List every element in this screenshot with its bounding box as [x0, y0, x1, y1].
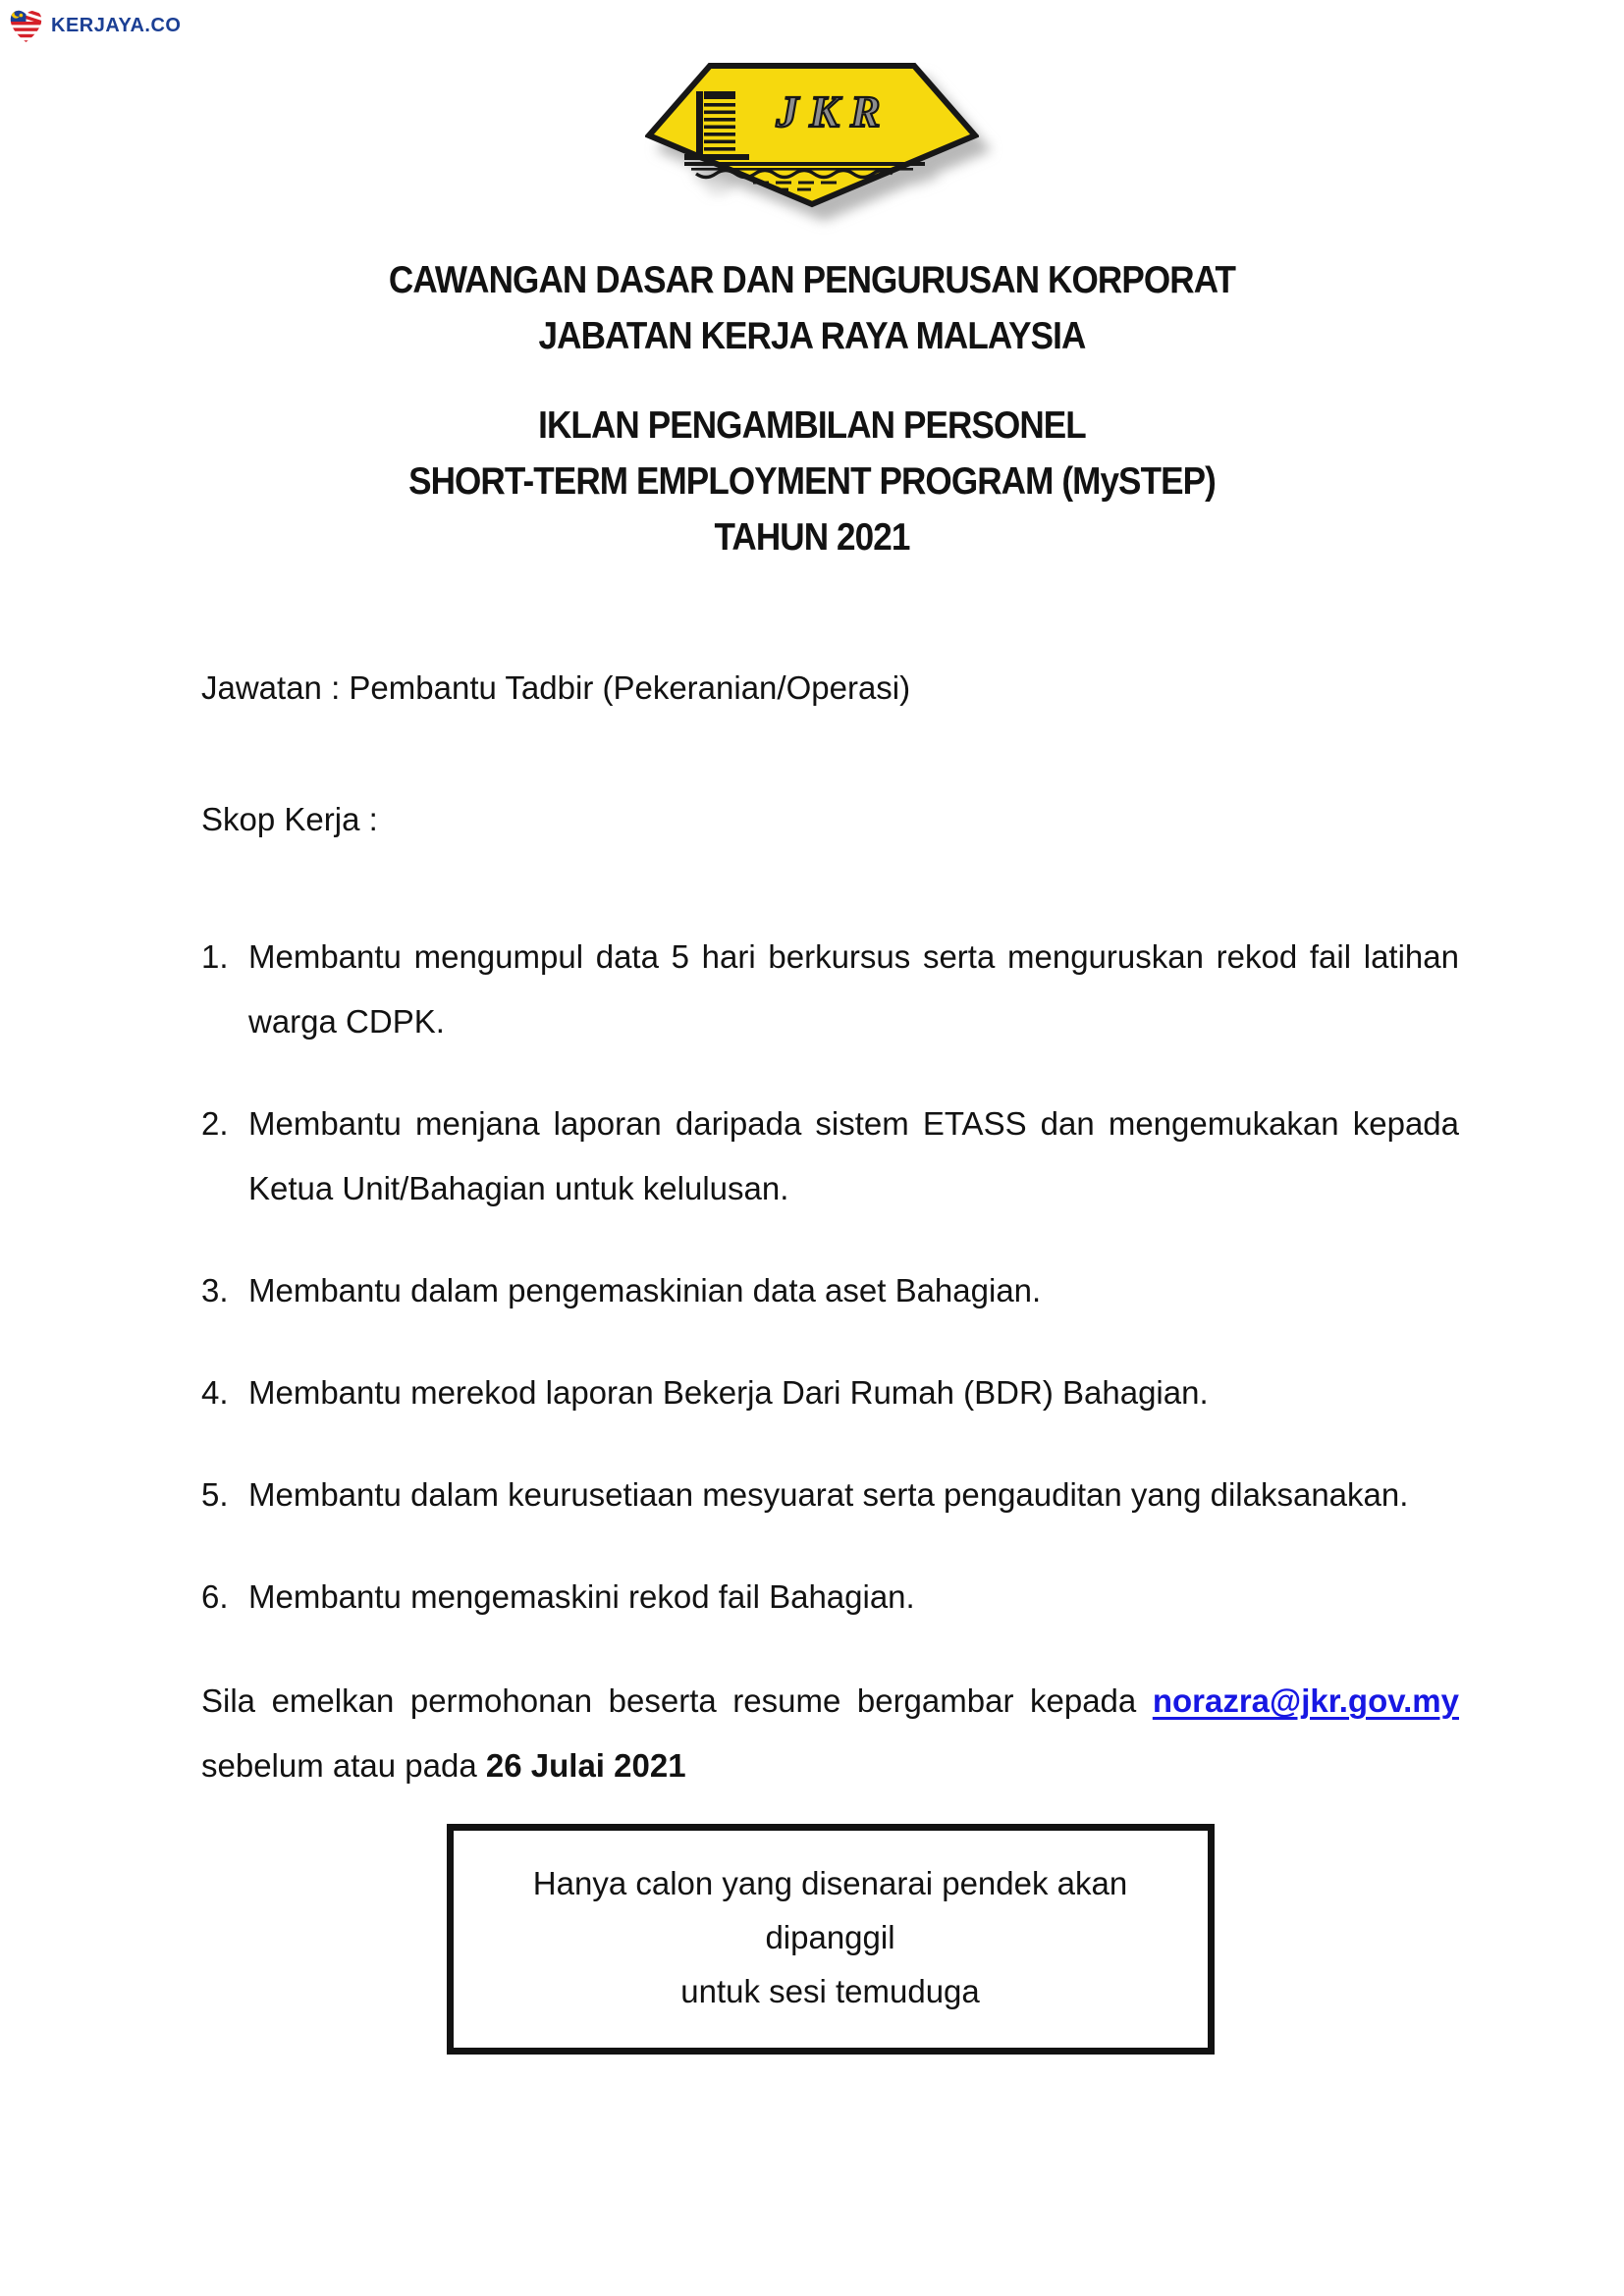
deadline-prefix-text: sebelum atau pada — [201, 1747, 477, 1784]
task-text: Membantu dalam keurusetiaan mesyuarat serta pengauditan yang dilaksanakan. — [248, 1476, 1409, 1513]
jawatan-label: Jawatan : — [201, 669, 341, 706]
notice-box — [447, 1824, 1215, 2055]
task-list — [201, 925, 1459, 1629]
ad-title-line-1: IKLAN PENGAMBILAN PERSONEL — [538, 404, 1086, 447]
application-email-link[interactable]: norazra@jkr.gov.my — [1152, 1682, 1459, 1719]
notice-line-2: untuk sesi temuduga — [680, 1973, 980, 2009]
task-number: 2. — [201, 1105, 229, 1142]
task-text: Membantu menjana laporan daripada sistem ETASS dan mengemukakan kepada Ketua Unit/Bahagian untuk kelulusan. — [248, 1105, 1459, 1206]
org-name-line-1: CAWANGAN DASAR DAN PENGURUSAN KORPORAT — [388, 259, 1236, 301]
task-number: 3. — [201, 1272, 229, 1308]
task-number: 5. — [201, 1476, 229, 1513]
task-item-5 — [201, 1463, 1459, 1527]
task-item-3 — [201, 1258, 1459, 1323]
ad-title-line-3: TAHUN 2021 — [714, 516, 910, 559]
task-number: 1. — [201, 938, 229, 975]
apply-paragraph — [201, 1669, 1459, 1798]
notice-line-1: Hanya calon yang disenarai pendek akan dipanggil — [532, 1865, 1128, 1955]
task-item-2 — [201, 1092, 1459, 1221]
kerjaya-logo — [8, 6, 181, 45]
task-text: Membantu mengumpul data 5 hari berkursus serta menguruskan rekod fail latihan warga CDPK. — [248, 938, 1459, 1040]
apply-instruction-text: Sila emelkan permohonan beserta resume bergambar kepada — [201, 1682, 1137, 1719]
jawatan-line — [201, 667, 1459, 709]
jkr-logo — [0, 0, 1624, 211]
jkr-logo-text: JKR — [776, 86, 892, 136]
jawatan-value: Pembantu Tadbir (Pekeranian/Operasi) — [349, 669, 911, 706]
org-heading — [0, 252, 1624, 364]
malaysia-heart-icon — [8, 6, 44, 45]
document-body — [201, 667, 1459, 2055]
jkr-hexagon-icon — [645, 59, 979, 211]
task-number: 6. — [201, 1578, 229, 1615]
task-item-6 — [201, 1565, 1459, 1629]
ad-title — [0, 398, 1624, 565]
apply-line-2 — [201, 1734, 1459, 1798]
skop-kerja-heading: Skop Kerja : — [201, 801, 378, 837]
kerjaya-logo-text: KERJAYA.CO — [51, 14, 182, 36]
task-text: Membantu mengemaskini rekod fail Bahagian. — [248, 1578, 915, 1615]
deadline-date: 26 Julai 2021 — [485, 1747, 686, 1784]
ad-title-line-2: SHORT-TERM EMPLOYMENT PROGRAM (MySTEP) — [408, 460, 1216, 503]
task-number: 4. — [201, 1374, 229, 1411]
task-item-4 — [201, 1361, 1459, 1425]
task-text: Membantu merekod laporan Bekerja Dari Rumah (BDR) Bahagian. — [248, 1374, 1209, 1411]
org-name-line-2: JABATAN KERJA RAYA MALAYSIA — [538, 315, 1086, 357]
task-item-1 — [201, 925, 1459, 1054]
apply-line-1 — [201, 1669, 1459, 1734]
task-text: Membantu dalam pengemaskinian data aset Bahagian. — [248, 1272, 1042, 1308]
